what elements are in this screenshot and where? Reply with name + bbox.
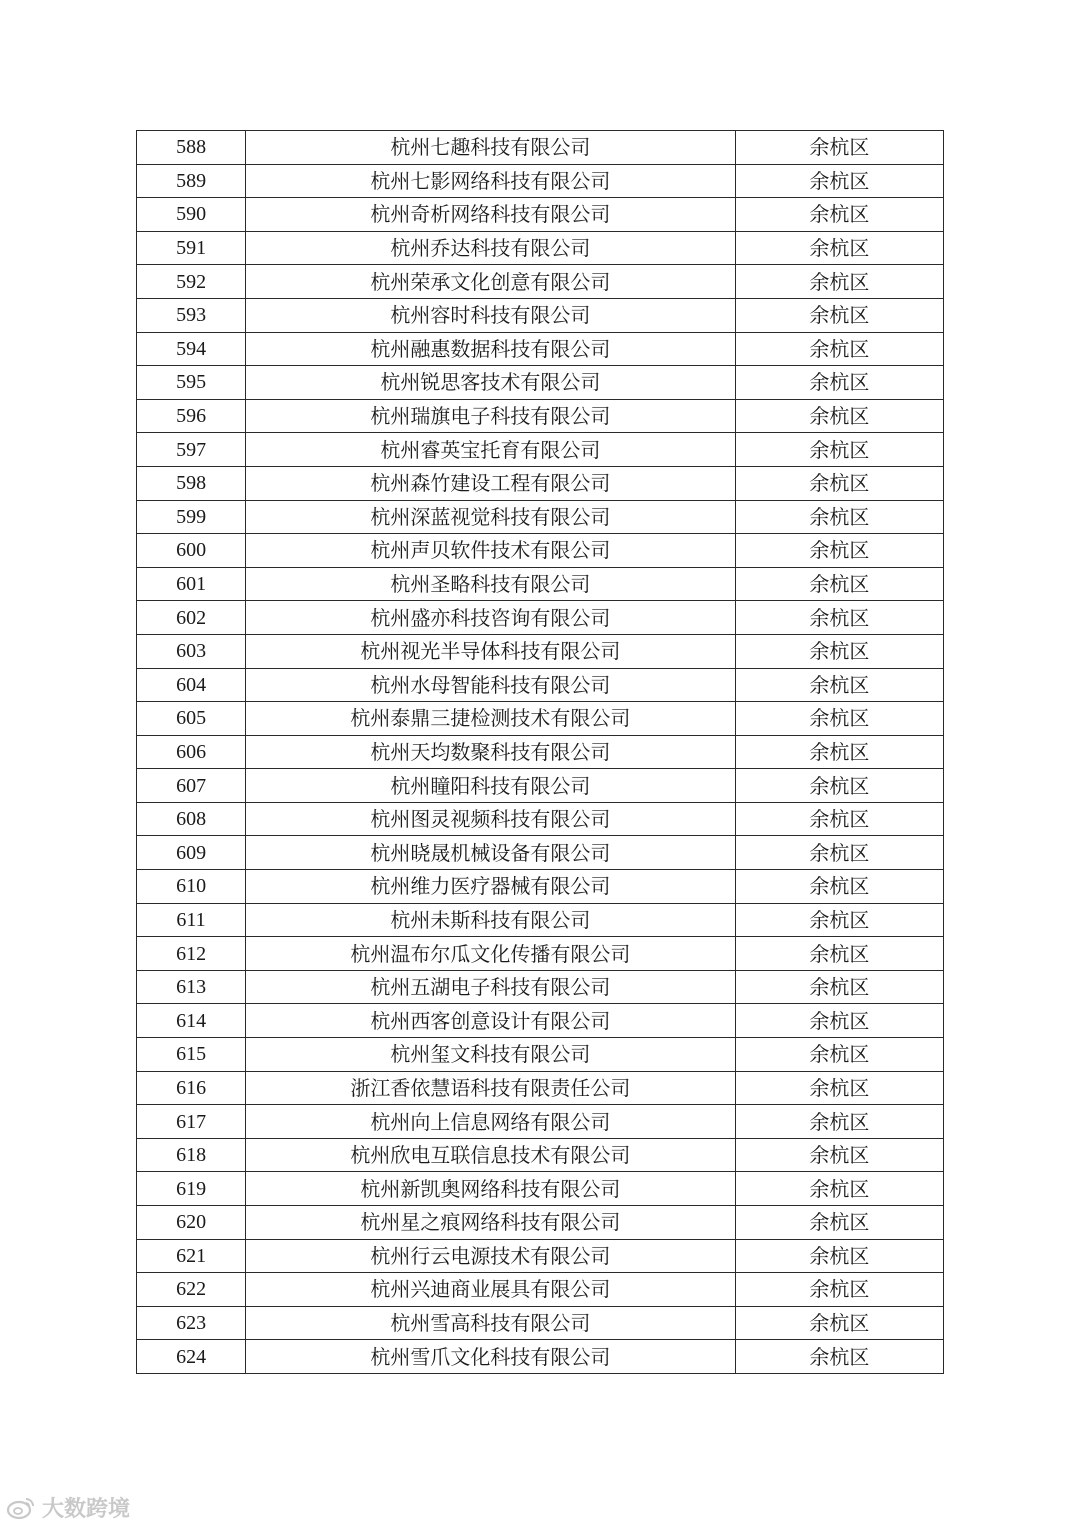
row-number-cell: 611 [137, 903, 246, 937]
row-number-cell: 595 [137, 366, 246, 400]
company-name-cell: 杭州温布尔瓜文化传播有限公司 [246, 937, 736, 971]
company-name-cell: 杭州盛亦科技咨询有限公司 [246, 601, 736, 635]
district-cell: 余杭区 [735, 601, 943, 635]
company-name-cell: 杭州水母智能科技有限公司 [246, 668, 736, 702]
row-number-cell: 605 [137, 702, 246, 736]
district-cell: 余杭区 [735, 265, 943, 299]
district-cell: 余杭区 [735, 702, 943, 736]
company-name-cell: 杭州天均数聚科技有限公司 [246, 735, 736, 769]
table-row [137, 802, 944, 836]
table-row [137, 668, 944, 702]
district-cell: 余杭区 [735, 1138, 943, 1172]
district-cell: 余杭区 [735, 836, 943, 870]
table-row [137, 1038, 944, 1072]
row-number-cell: 609 [137, 836, 246, 870]
row-number-cell: 594 [137, 332, 246, 366]
district-cell: 余杭区 [735, 870, 943, 904]
district-cell: 余杭区 [735, 466, 943, 500]
district-cell: 余杭区 [735, 937, 943, 971]
row-number-cell: 619 [137, 1172, 246, 1206]
table-row [137, 1340, 944, 1374]
watermark-text: 大数跨境 [42, 1497, 131, 1522]
district-cell: 余杭区 [735, 1172, 943, 1206]
table-row [137, 1206, 944, 1240]
company-name-cell: 杭州瑞旗电子科技有限公司 [246, 399, 736, 433]
table-row [137, 466, 944, 500]
row-number-cell: 596 [137, 399, 246, 433]
row-number-cell: 624 [137, 1340, 246, 1374]
table-row [137, 970, 944, 1004]
company-list-table [136, 130, 944, 1374]
company-name-cell: 杭州圣略科技有限公司 [246, 567, 736, 601]
district-cell: 余杭区 [735, 1306, 943, 1340]
row-number-cell: 592 [137, 265, 246, 299]
district-cell: 余杭区 [735, 534, 943, 568]
row-number-cell: 610 [137, 870, 246, 904]
row-number-cell: 614 [137, 1004, 246, 1038]
district-cell: 余杭区 [735, 231, 943, 265]
row-number-cell: 620 [137, 1206, 246, 1240]
row-number-cell: 623 [137, 1306, 246, 1340]
company-name-cell: 杭州图灵视频科技有限公司 [246, 802, 736, 836]
company-name-cell: 杭州视光半导体科技有限公司 [246, 634, 736, 668]
district-cell: 余杭区 [735, 903, 943, 937]
district-cell: 余杭区 [735, 1206, 943, 1240]
row-number-cell: 601 [137, 567, 246, 601]
table-row [137, 198, 944, 232]
district-cell: 余杭区 [735, 1340, 943, 1374]
company-name-cell: 杭州兴迪商业展具有限公司 [246, 1273, 736, 1307]
table-row [137, 735, 944, 769]
table-row [137, 1138, 944, 1172]
row-number-cell: 617 [137, 1105, 246, 1139]
table-row [137, 298, 944, 332]
district-cell: 余杭区 [735, 500, 943, 534]
company-name-cell: 杭州欣电互联信息技术有限公司 [246, 1138, 736, 1172]
company-name-cell: 杭州锐思客技术有限公司 [246, 366, 736, 400]
table-row [137, 1306, 944, 1340]
company-name-cell: 杭州深蓝视觉科技有限公司 [246, 500, 736, 534]
company-name-cell: 杭州晓晟机械设备有限公司 [246, 836, 736, 870]
watermark [6, 1492, 130, 1523]
row-number-cell: 606 [137, 735, 246, 769]
table-row [137, 534, 944, 568]
table-row [137, 500, 944, 534]
district-cell: 余杭区 [735, 567, 943, 601]
district-cell: 余杭区 [735, 433, 943, 467]
company-list-body [137, 131, 944, 1374]
row-number-cell: 589 [137, 164, 246, 198]
district-cell: 余杭区 [735, 769, 943, 803]
row-number-cell: 602 [137, 601, 246, 635]
row-number-cell: 622 [137, 1273, 246, 1307]
row-number-cell: 600 [137, 534, 246, 568]
district-cell: 余杭区 [735, 1273, 943, 1307]
row-number-cell: 603 [137, 634, 246, 668]
district-cell: 余杭区 [735, 634, 943, 668]
company-name-cell: 杭州七趣科技有限公司 [246, 131, 736, 165]
table-row [137, 265, 944, 299]
row-number-cell: 621 [137, 1239, 246, 1273]
row-number-cell: 590 [137, 198, 246, 232]
district-cell: 余杭区 [735, 1004, 943, 1038]
district-cell: 余杭区 [735, 802, 943, 836]
company-name-cell: 杭州睿英宝托育有限公司 [246, 433, 736, 467]
district-cell: 余杭区 [735, 198, 943, 232]
company-name-cell: 杭州向上信息网络有限公司 [246, 1105, 736, 1139]
district-cell: 余杭区 [735, 131, 943, 165]
company-name-cell: 杭州五湖电子科技有限公司 [246, 970, 736, 1004]
table-row [137, 1239, 944, 1273]
district-cell: 余杭区 [735, 1239, 943, 1273]
company-name-cell: 杭州瞳阳科技有限公司 [246, 769, 736, 803]
table-row [137, 702, 944, 736]
table-row [137, 1004, 944, 1038]
company-name-cell: 杭州泰鼎三捷检测技术有限公司 [246, 702, 736, 736]
district-cell: 余杭区 [735, 1071, 943, 1105]
row-number-cell: 608 [137, 802, 246, 836]
table-row [137, 836, 944, 870]
row-number-cell: 607 [137, 769, 246, 803]
table-row [137, 769, 944, 803]
table-row [137, 1172, 944, 1206]
table-row [137, 433, 944, 467]
company-name-cell: 杭州维力医疗器械有限公司 [246, 870, 736, 904]
row-number-cell: 588 [137, 131, 246, 165]
table-row [137, 332, 944, 366]
company-name-cell: 杭州乔达科技有限公司 [246, 231, 736, 265]
weibo-logo-icon [6, 1496, 36, 1520]
district-cell: 余杭区 [735, 164, 943, 198]
table-row [137, 231, 944, 265]
row-number-cell: 593 [137, 298, 246, 332]
district-cell: 余杭区 [735, 366, 943, 400]
row-number-cell: 618 [137, 1138, 246, 1172]
row-number-cell: 597 [137, 433, 246, 467]
company-name-cell: 浙江香依慧语科技有限责任公司 [246, 1071, 736, 1105]
company-name-cell: 杭州西客创意设计有限公司 [246, 1004, 736, 1038]
company-name-cell: 杭州玺文科技有限公司 [246, 1038, 736, 1072]
company-name-cell: 杭州融惠数据科技有限公司 [246, 332, 736, 366]
company-name-cell: 杭州容时科技有限公司 [246, 298, 736, 332]
district-cell: 余杭区 [735, 332, 943, 366]
table-row [137, 1273, 944, 1307]
company-name-cell: 杭州荣承文化创意有限公司 [246, 265, 736, 299]
row-number-cell: 598 [137, 466, 246, 500]
company-name-cell: 杭州星之痕网络科技有限公司 [246, 1206, 736, 1240]
row-number-cell: 599 [137, 500, 246, 534]
table-row [137, 366, 944, 400]
district-cell: 余杭区 [735, 1105, 943, 1139]
table-row [137, 399, 944, 433]
company-name-cell: 杭州行云电源技术有限公司 [246, 1239, 736, 1273]
table-row [137, 870, 944, 904]
row-number-cell: 616 [137, 1071, 246, 1105]
company-name-cell: 杭州雪爪文化科技有限公司 [246, 1340, 736, 1374]
table-row [137, 634, 944, 668]
district-cell: 余杭区 [735, 1038, 943, 1072]
table-row [137, 1105, 944, 1139]
row-number-cell: 604 [137, 668, 246, 702]
table-row [137, 1071, 944, 1105]
district-cell: 余杭区 [735, 970, 943, 1004]
company-name-cell: 杭州声贝软件技术有限公司 [246, 534, 736, 568]
district-cell: 余杭区 [735, 735, 943, 769]
table-row [137, 601, 944, 635]
row-number-cell: 591 [137, 231, 246, 265]
row-number-cell: 615 [137, 1038, 246, 1072]
company-name-cell: 杭州雪高科技有限公司 [246, 1306, 736, 1340]
company-name-cell: 杭州奇析网络科技有限公司 [246, 198, 736, 232]
table-row [137, 903, 944, 937]
district-cell: 余杭区 [735, 668, 943, 702]
table-row [137, 131, 944, 165]
row-number-cell: 612 [137, 937, 246, 971]
company-name-cell: 杭州未斯科技有限公司 [246, 903, 736, 937]
district-cell: 余杭区 [735, 298, 943, 332]
table-row [137, 937, 944, 971]
table-row [137, 164, 944, 198]
row-number-cell: 613 [137, 970, 246, 1004]
district-cell: 余杭区 [735, 399, 943, 433]
company-name-cell: 杭州七影网络科技有限公司 [246, 164, 736, 198]
company-name-cell: 杭州新凯奥网络科技有限公司 [246, 1172, 736, 1206]
table-row [137, 567, 944, 601]
company-name-cell: 杭州森竹建设工程有限公司 [246, 466, 736, 500]
